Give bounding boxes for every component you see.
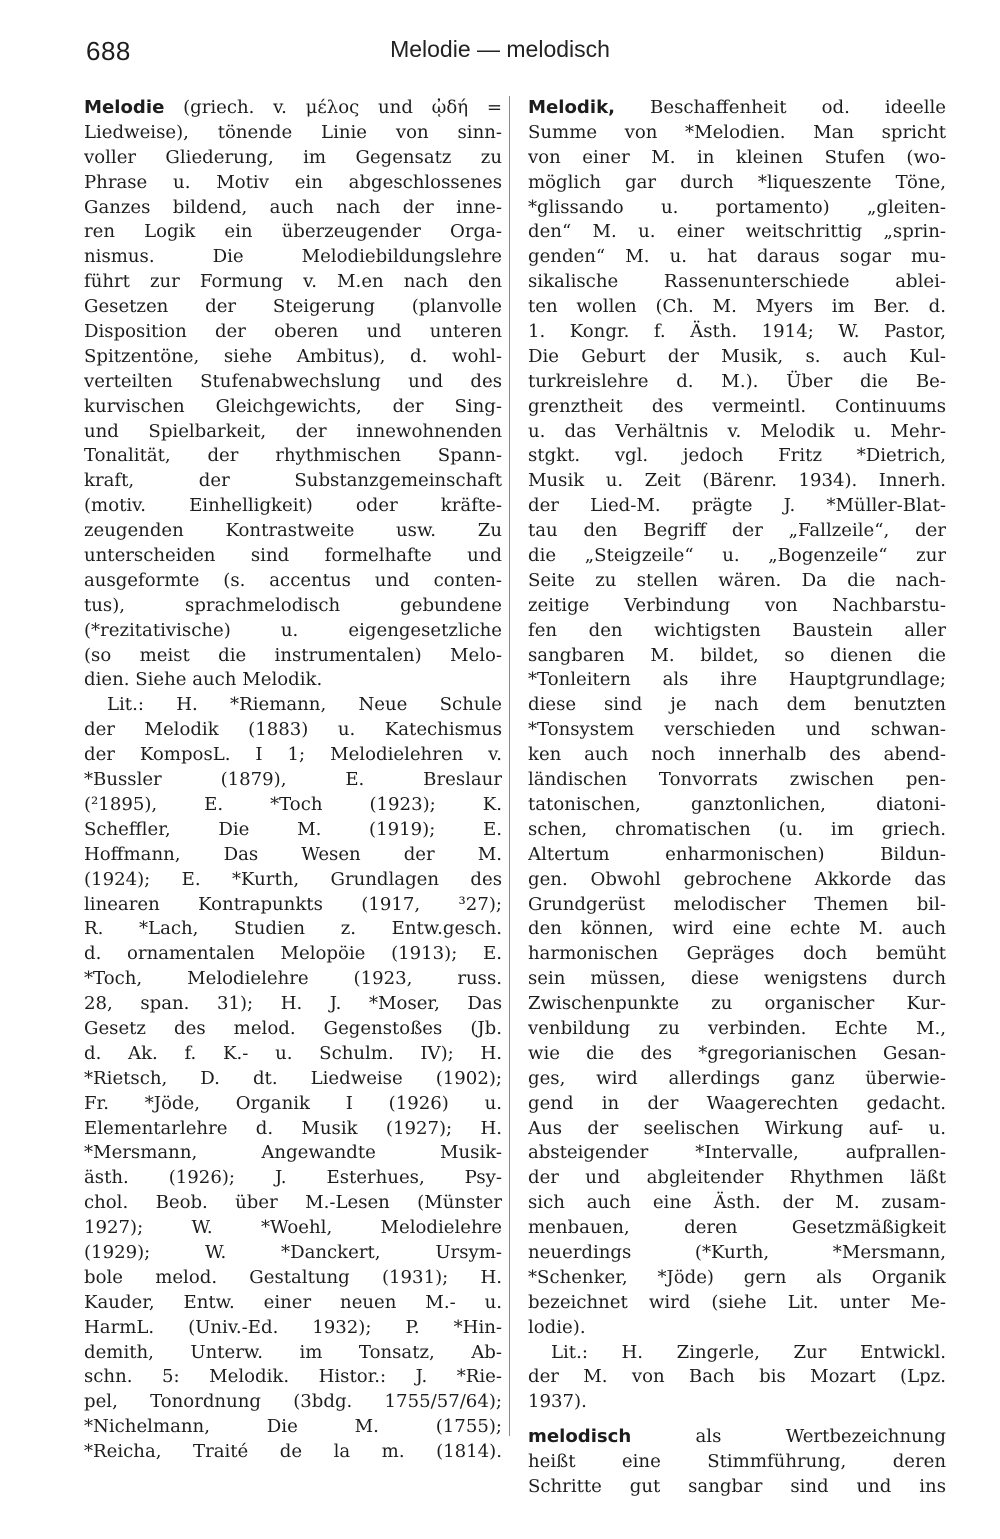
text-line [528,967,946,992]
text-line [528,768,946,793]
text-line [528,544,946,569]
line-text: möglich gar durch *liqueszente Töne, [528,171,946,193]
line-text: der M. von Bach bis Mozart (Lpz. [528,1366,946,1388]
text-line [84,494,502,519]
line-text: kraft, der Substanzgemeinschaft [84,470,502,492]
line-text: harmonischen Gepräges doch bemüht [528,943,946,965]
line-text: (1924); E. *Kurth, Grundlagen des [84,868,502,890]
line-text: diese sind je nach dem benutzten [528,694,946,716]
text-line [84,544,502,569]
line-text: HarmL. (Univ.-Ed. 1932); P. *Hin- [84,1316,502,1338]
text-line [528,1067,946,1092]
text-line [84,818,502,843]
line-text: der KomposL. I 1; Melodielehren v. [84,744,502,766]
text-line [528,718,946,743]
text-line [84,1341,502,1366]
text-line [528,992,946,1017]
line-text: Ganzes bildend, auch nach der inne- [84,196,502,218]
text-line [84,420,502,445]
line-text: tatonischen, ganztonlichen, diatoni- [528,793,946,815]
line-text: Grundgerüst melodischer Themen bil- [528,893,946,915]
text-line [84,295,502,320]
line-text: Zwischenpunkte zu organischer Kur- [528,993,946,1015]
line-text: gen. Obwohl gebrochene Akkorde das [528,868,946,890]
running-head: Melodie — melodisch [390,36,610,62]
text-line [84,917,502,942]
right-column [528,96,946,1500]
text-line [528,1341,946,1366]
line-text: sikalische Rassenunterschiede ablei- [528,271,946,293]
text-line [528,320,946,345]
text-line [84,793,502,818]
text-line [528,1316,946,1341]
line-text: bole melod. Gestaltung (1931); H. [84,1266,502,1288]
line-text: verteilten Stufenabwechslung und des [84,370,502,392]
line-text: Seite zu stellen wären. Da die nach- [528,569,946,591]
line-text: Schritte gut sangbar sind und ins [528,1475,946,1497]
text-line [528,743,946,768]
text-line [84,1191,502,1216]
text-line [84,1266,502,1291]
line-text: Lit.: H. *Riemann, Neue Schule [107,694,502,716]
line-text: der Melodik (1883) u. Katechismus [84,719,502,741]
line-text: voller Gliederung, im Gegensatz zu [84,146,502,168]
text-line [528,1425,946,1450]
line-text: gend in der Waagerechten gedacht. [528,1092,946,1114]
line-text: R. *Lach, Studien z. Entw.gesch. [84,918,502,940]
text-line [84,1316,502,1341]
text-line [84,171,502,196]
line-text: wie die des *gregorianischen Gesan- [528,1042,946,1064]
text-line [84,893,502,918]
text-line [84,693,502,718]
line-text: führt zur Formung v. M.en nach den [84,271,502,293]
line-text: turkreislehre d. M.). Über die Be- [528,370,946,392]
line-text: (motiv. Einhelligkeit) oder kräfte- [84,495,502,517]
line-text: ländischen Tonvorrats zwischen pen- [528,769,946,791]
left-column [84,96,502,1465]
text-line [84,1241,502,1266]
text-line [528,793,946,818]
text-line [528,395,946,420]
line-text: Kauder, Entw. einer neuen M.- u. [84,1291,502,1313]
line-text: schn. 5: Melodik. Histor.: J. *Rie- [84,1366,502,1388]
line-text: tus), sprachmelodisch gebundene [84,594,502,616]
text-line [528,868,946,893]
text-line [84,395,502,420]
line-text: Scheffler, Die M. (1919); E. [84,818,502,840]
text-line [528,146,946,171]
text-line [528,1216,946,1241]
line-text: (1929); W. *Danckert, Ursym- [84,1241,502,1263]
text-line [84,519,502,544]
text-line [528,196,946,221]
text-line [84,743,502,768]
line-text: nismus. Die Melodiebildungslehre [84,246,502,268]
text-line [84,1166,502,1191]
line-text: den“ M. u. einer weitschrittig „sprin- [528,221,946,243]
text-line [84,444,502,469]
text-line [84,469,502,494]
text-line [84,1092,502,1117]
line-text: (griech. v. μέλος und ᾠδή = [164,97,502,118]
text-line [84,868,502,893]
line-text: *glissando u. portamento) „gleiten- [528,196,946,218]
line-text: bezeichnet wird (siehe Lit. unter Me- [528,1291,946,1313]
page-number: 688 [86,36,131,66]
text-line [84,1067,502,1092]
text-line [528,370,946,395]
line-text: sangbaren M. bildet, so dienen die [528,644,946,666]
line-text: stgkt. vgl. jedoch Fritz *Dietrich, [528,445,946,467]
line-text: demith, Unterw. im Tonsatz, Ab- [84,1341,502,1363]
text-line [84,270,502,295]
line-text: ästh. (1926); J. Esterhues, Psy- [84,1167,502,1189]
text-line [84,1440,502,1465]
line-text: grenztheit des vermeintl. Continuums [528,395,946,417]
text-line [528,693,946,718]
line-text: der Lied-M. prägte J. *Müller-Blat- [528,495,946,517]
text-line [84,370,502,395]
text-line [528,444,946,469]
line-text: kurvischen Gleichgewichts, der Sing- [84,395,502,417]
line-text: ten wollen (Ch. M. Myers im Ber. d. [528,296,946,318]
line-text: unterscheiden sind formelhafte und [84,545,502,567]
text-line [528,1390,946,1415]
text-line [84,196,502,221]
line-text: Summe von *Melodien. Man spricht [528,121,946,143]
entry-gap [528,1415,946,1425]
text-line [528,96,946,121]
line-text: Musik u. Zeit (Bärenr. 1934). Innerh. [528,470,946,492]
line-text: heißt eine Stimmführung, deren [528,1451,946,1473]
entry-headword: Melodik, [528,97,615,118]
line-text: genden“ M. u. hat daraus sogar mu- [528,246,946,268]
text-line [84,121,502,146]
text-line [528,1475,946,1500]
line-text: lodie). [528,1316,586,1338]
text-line [528,818,946,843]
text-line [84,96,502,121]
text-line [528,917,946,942]
line-text: von einer M. in kleinen Stufen (wo- [528,146,946,168]
line-text: die „Steigzeile“ u. „Bogenzeile“ zur [528,545,946,567]
text-line [84,1390,502,1415]
text-line [528,942,946,967]
line-text: der und abgleitender Rhythmen läßt [528,1167,946,1189]
entry-headword: melodisch [528,1426,632,1448]
text-line [528,171,946,196]
line-text: dien. Siehe auch Melodik. [84,669,323,691]
line-text: neuerdings (*Kurth, *Mersmann, [528,1241,946,1263]
text-line [84,718,502,743]
line-text: als Wertbezeichnung [631,1426,946,1448]
text-line [528,1450,946,1475]
line-text: sein müssen, diese wenigstens durch [528,968,946,990]
line-text: Lit.: H. Zingerle, Zur Entwickl. [551,1341,946,1363]
line-text: zeugenden Kontrastweite usw. Zu [84,520,502,542]
text-line [528,270,946,295]
line-text: (²1895), E. *Toch (1923); K. [84,793,502,815]
text-line [84,1042,502,1067]
text-line [84,220,502,245]
line-text: menbauen, deren Gesetzmäßigkeit [528,1217,946,1239]
text-line [84,967,502,992]
line-text: Disposition der oberen und unteren [84,321,502,343]
text-line [528,469,946,494]
line-text: d. Ak. f. K.- u. Schulm. IV); H. [84,1042,502,1064]
text-line [528,619,946,644]
text-line [528,1241,946,1266]
text-line [84,1017,502,1042]
line-text: *Nichelmann, Die M. (1755); [84,1416,502,1438]
text-line [528,1092,946,1117]
text-line [528,644,946,669]
text-line [528,1191,946,1216]
text-line [528,345,946,370]
line-text: Fr. *Jöde, Organik I (1926) u. [84,1092,502,1114]
line-text: d. ornamentalen Melopöie (1913); E. [84,943,502,965]
text-line [528,121,946,146]
line-text: 1927); W. *Woehl, Melodielehre [84,1217,502,1239]
text-line [84,1216,502,1241]
text-line [84,768,502,793]
text-line [84,942,502,967]
text-line [84,1415,502,1440]
text-line [528,220,946,245]
line-text: 1. Kongr. f. Ästh. 1914; W. Pastor, [528,321,946,343]
line-text: 1937). [528,1391,587,1413]
line-text: 28, span. 31); H. J. *Moser, Das [84,993,502,1015]
line-text: Beschaffenheit od. ideelle [614,97,946,118]
line-text: *Tonsystem verschieden und schwan- [528,719,946,741]
line-text: Hoffmann, Das Wesen der M. [84,843,502,865]
line-text: ken auch noch innerhalb des abend- [528,744,946,766]
text-line [528,569,946,594]
text-line [84,843,502,868]
text-line [84,644,502,669]
text-line [528,594,946,619]
line-text: Gesetz des melod. Gegenstoßes (Jb. [84,1017,502,1039]
text-line [528,1017,946,1042]
text-line [84,146,502,171]
line-text: Elementarlehre d. Musik (1927); H. [84,1117,502,1139]
text-line [84,1291,502,1316]
text-line [84,992,502,1017]
line-text: schen, chromatischen (u. im griech. [528,818,946,840]
text-line [84,345,502,370]
text-line [528,843,946,868]
line-text: Spitzentöne, siehe Ambitus), d. wohl- [84,345,502,367]
line-text: *Tonleitern als ihre Hauptgrundlage; [528,669,946,691]
line-text: den können, wird eine echte M. auch [528,918,946,940]
text-line [528,1117,946,1142]
text-line [528,1166,946,1191]
line-text: Phrase u. Motiv ein abgeschlossenes [84,171,502,193]
text-line [528,893,946,918]
line-text: ausgeformte (s. accentus und conten- [84,569,502,591]
line-text: Liedweise), tönende Linie von sinn- [84,121,502,143]
line-text: linearen Kontrapunkts (1917, ³27); [84,893,502,915]
line-text: Tonalität, der rhythmischen Spann- [84,445,502,467]
line-text: *Bussler (1879), E. Breslaur [84,769,502,791]
text-line [528,1266,946,1291]
line-text: Die Geburt der Musik, s. auch Kul- [528,345,946,367]
line-text: sich auch eine Ästh. der M. zusam- [528,1192,946,1214]
line-text: zeitige Verbindung von Nachbarstu- [528,594,946,616]
line-text: u. das Verhältnis v. Melodik u. Mehr- [528,420,946,442]
line-text: *Rietsch, D. dt. Liedweise (1902); [84,1067,502,1089]
line-text: *Toch, Melodielehre (1923, russ. [84,968,502,990]
text-line [528,1042,946,1067]
line-text: (so meist die instrumentalen) Melo- [84,644,502,666]
line-text: tau den Begriff der „Fallzeile“, der [528,520,946,542]
line-text: *Schenker, *Jöde) gern als Organik [528,1266,946,1288]
text-line [84,668,502,693]
line-text: ren Logik ein überzeugender Orga- [84,221,502,243]
line-text: Altertum enharmonischen) Bildun- [528,843,946,865]
line-text: chol. Beob. über M.-Lesen (Münster [84,1192,502,1214]
line-text: Gesetzen der Steigerung (planvolle [84,296,502,318]
text-line [528,245,946,270]
line-text: pel, Tonordnung (3bdg. 1755/57/64); [84,1391,502,1413]
text-line [84,320,502,345]
line-text: absteigender *Intervalle, aufprallen- [528,1142,946,1164]
text-line [528,295,946,320]
text-line [84,594,502,619]
entry-headword: Melodie [84,97,165,118]
text-line [528,519,946,544]
line-text: Aus der seelischen Wirkung auf- u. [528,1117,946,1139]
text-line [84,619,502,644]
text-line [528,1291,946,1316]
line-text: (*rezitativische) u. eigengesetzliche [84,619,502,641]
text-line [528,1365,946,1390]
text-line [528,494,946,519]
text-line [528,668,946,693]
text-line [84,569,502,594]
column-rule [509,96,510,1436]
line-text: ges, wird allerdings ganz überwie- [528,1067,946,1089]
text-line [84,1117,502,1142]
text-line [84,245,502,270]
line-text: *Mersmann, Angewandte Musik- [84,1142,502,1164]
text-line [528,420,946,445]
line-text: und Spielbarkeit, der innewohnenden [84,420,502,442]
line-text: *Reicha, Traité de la m. (1814). [84,1441,502,1463]
text-line [84,1365,502,1390]
line-text: venbildung zu verbinden. Echte M., [528,1017,946,1039]
line-text: fen den wichtigsten Baustein aller [528,619,946,641]
text-line [84,1141,502,1166]
text-line [528,1141,946,1166]
